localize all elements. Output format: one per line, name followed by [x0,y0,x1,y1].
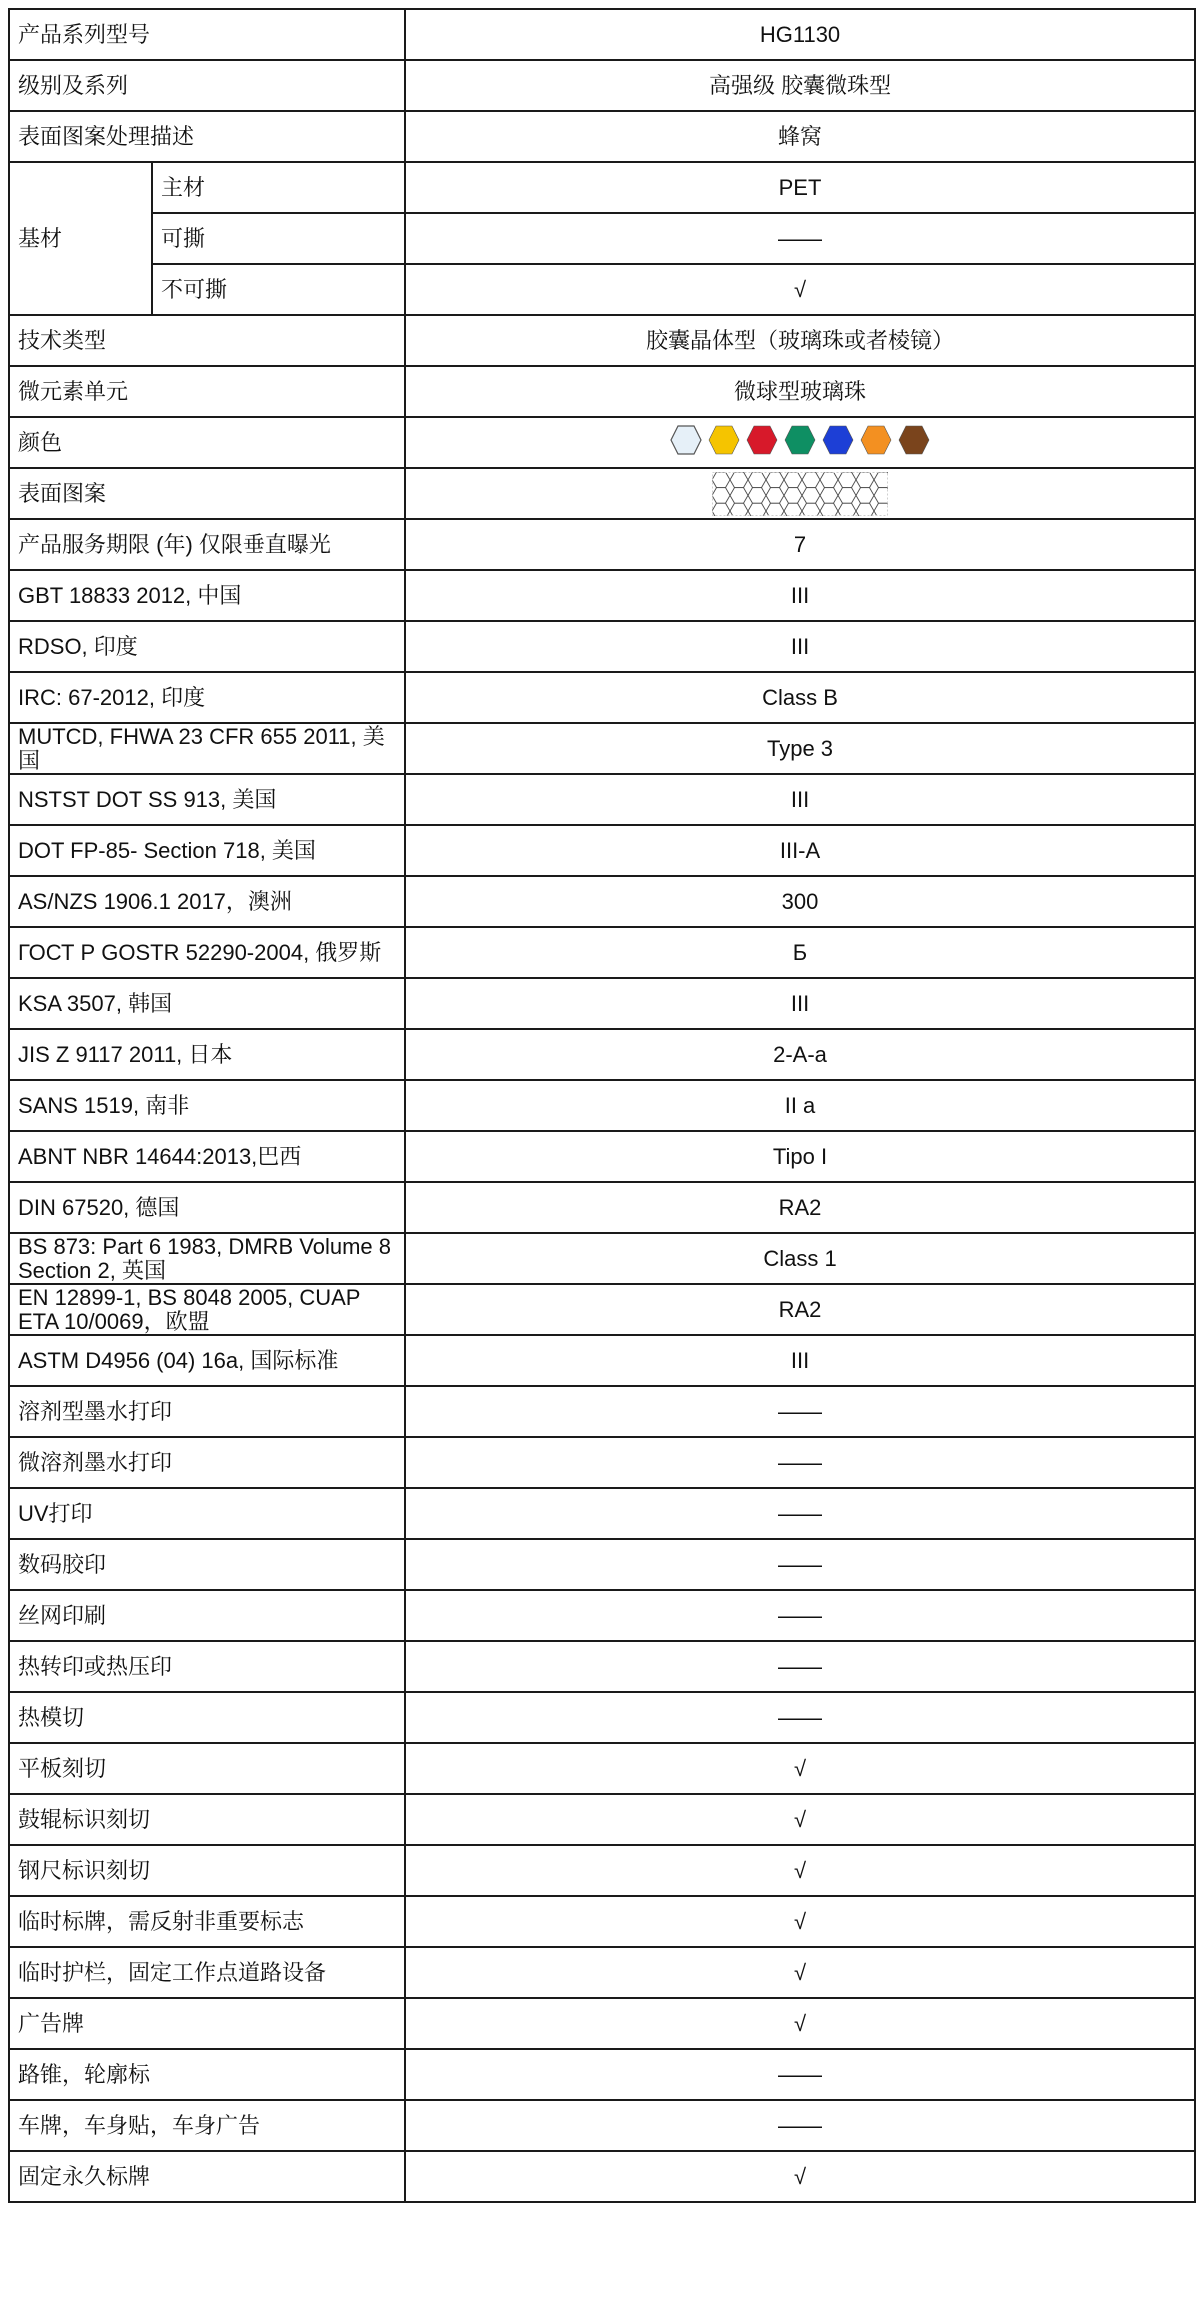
row-value: √ [405,2151,1195,2202]
row-value: Class 1 [405,1233,1195,1284]
color-swatch-6 [860,425,892,455]
row-value: III [405,570,1195,621]
row-value: 7 [405,519,1195,570]
product-spec-table [8,8,1196,2203]
row-value: √ [405,1998,1195,2049]
row-value: PET [405,162,1195,213]
row-label: ABNT NBR 14644:2013,巴西 [9,1131,405,1182]
table-row [9,1131,1195,1182]
row-label: 级别及系列 [9,60,405,111]
table-row [9,417,1195,468]
row-label: 热模切 [9,1692,405,1743]
row-value: —— [405,1539,1195,1590]
row-label: 丝网印刷 [9,1590,405,1641]
table-row [9,111,1195,162]
row-value: √ [405,1896,1195,1947]
row-value: III [405,774,1195,825]
row-label: UV打印 [9,1488,405,1539]
color-swatch-4 [784,425,816,455]
row-label: 钢尺标识刻切 [9,1845,405,1896]
row-value: III [405,978,1195,1029]
table-row [9,876,1195,927]
table-row [9,927,1195,978]
row-label: 微元素单元 [9,366,405,417]
honeycomb-pattern-icon [712,472,888,516]
row-value: —— [405,2100,1195,2151]
table-row [9,1080,1195,1131]
row-value: RA2 [405,1182,1195,1233]
row-value: Type 3 [405,723,1195,774]
row-label: ASTM D4956 (04) 16a, 国际标准 [9,1335,405,1386]
row-value: III [405,1335,1195,1386]
row-value: √ [405,264,1195,315]
table-row [9,1284,1195,1335]
row-label: 表面图案 [9,468,405,519]
row-label: 固定永久标牌 [9,2151,405,2202]
table-row [9,1590,1195,1641]
row-value: 2-A-a [405,1029,1195,1080]
row-label: GBT 18833 2012, 中国 [9,570,405,621]
row-value: 微球型玻璃珠 [405,366,1195,417]
row-value: III [405,621,1195,672]
row-label: 热转印或热压印 [9,1641,405,1692]
table-row [9,672,1195,723]
table-row [9,1539,1195,1590]
row-value: —— [405,1488,1195,1539]
row-sublabel: 主材 [152,162,405,213]
row-value: √ [405,1794,1195,1845]
table-row [9,1641,1195,1692]
table-row [9,2151,1195,2202]
row-label: SANS 1519, 南非 [9,1080,405,1131]
row-label: BS 873: Part 6 1983, DMRB Volume 8 Section 2, 英国 [9,1233,405,1284]
table-row [9,2100,1195,2151]
table-row [9,519,1195,570]
row-value: —— [405,1386,1195,1437]
table-row [9,162,1195,213]
table-row [9,723,1195,774]
row-label: JIS Z 9117 2011, 日本 [9,1029,405,1080]
row-label: DIN 67520, 德国 [9,1182,405,1233]
table-row [9,213,1195,264]
row-label: 产品系列型号 [9,9,405,60]
row-label: IRC: 67-2012, 印度 [9,672,405,723]
row-sublabel: 不可撕 [152,264,405,315]
table-row [9,264,1195,315]
table-row [9,1947,1195,1998]
row-value: Class B [405,672,1195,723]
row-label: 产品服务期限 (年) 仅限垂直曝光 [9,519,405,570]
row-label: 鼓辊标识刻切 [9,1794,405,1845]
table-row [9,621,1195,672]
table-row [9,2049,1195,2100]
row-value: —— [405,2049,1195,2100]
row-value: RA2 [405,1284,1195,1335]
row-value: 蜂窝 [405,111,1195,162]
color-swatches-cell [405,417,1195,468]
color-swatch-2 [708,425,740,455]
row-value: √ [405,1947,1195,1998]
table-row [9,1998,1195,2049]
row-sublabel: 可撕 [152,213,405,264]
table-row [9,1794,1195,1845]
row-label: EN 12899-1, BS 8048 2005, CUAP ETA 10/0069，欧盟 [9,1284,405,1335]
table-row [9,1182,1195,1233]
row-value: —— [405,1590,1195,1641]
row-value: 300 [405,876,1195,927]
row-label: 车牌，车身贴，车身广告 [9,2100,405,2151]
table-row [9,1896,1195,1947]
table-row [9,366,1195,417]
row-value: —— [405,1692,1195,1743]
table-row [9,60,1195,111]
table-row [9,9,1195,60]
row-label: 数码胶印 [9,1539,405,1590]
table-row [9,468,1195,519]
row-value: 胶囊晶体型（玻璃珠或者棱镜） [405,315,1195,366]
row-label: NSTST DOT SS 913, 美国 [9,774,405,825]
row-label: ГОСТ Р GOSTR 52290-2004, 俄罗斯 [9,927,405,978]
row-value: √ [405,1845,1195,1896]
row-label: 广告牌 [9,1998,405,2049]
row-label: 技术类型 [9,315,405,366]
row-label: MUTCD, FHWA 23 CFR 655 2011, 美国 [9,723,405,774]
row-label: 路锥，轮廓标 [9,2049,405,2100]
table-row [9,1845,1195,1896]
row-label: 颜色 [9,417,405,468]
row-label: AS/NZS 1906.1 2017，澳洲 [9,876,405,927]
table-row [9,315,1195,366]
row-value: HG1130 [405,9,1195,60]
color-swatch-1 [670,425,702,455]
table-row [9,978,1195,1029]
row-label: 临时标牌，需反射非重要标志 [9,1896,405,1947]
row-value: 高强级 胶囊微珠型 [405,60,1195,111]
color-swatch-3 [746,425,778,455]
table-row [9,1029,1195,1080]
color-swatch-5 [822,425,854,455]
row-value: III-A [405,825,1195,876]
row-label: 平板刻切 [9,1743,405,1794]
row-value: —— [405,1641,1195,1692]
table-row [9,1335,1195,1386]
row-value: —— [405,1437,1195,1488]
row-value: —— [405,213,1195,264]
table-row [9,570,1195,621]
table-row [9,1437,1195,1488]
table-row [9,1692,1195,1743]
row-label: 临时护栏，固定工作点道路设备 [9,1947,405,1998]
row-value: II a [405,1080,1195,1131]
row-label: DOT FP-85- Section 718, 美国 [9,825,405,876]
row-value: √ [405,1743,1195,1794]
row-label: 表面图案处理描述 [9,111,405,162]
table-row [9,1386,1195,1437]
substrate-group-label: 基材 [9,162,152,315]
row-label: 微溶剂墨水打印 [9,1437,405,1488]
pattern-cell [405,468,1195,519]
table-row [9,825,1195,876]
table-row [9,774,1195,825]
color-swatches [670,425,930,455]
row-value: Б [405,927,1195,978]
table-row [9,1488,1195,1539]
color-swatch-7 [898,425,930,455]
table-row [9,1233,1195,1284]
row-label: KSA 3507, 韩国 [9,978,405,1029]
row-label: 溶剂型墨水打印 [9,1386,405,1437]
table-row [9,1743,1195,1794]
row-value: Tipo I [405,1131,1195,1182]
row-label: RDSO, 印度 [9,621,405,672]
